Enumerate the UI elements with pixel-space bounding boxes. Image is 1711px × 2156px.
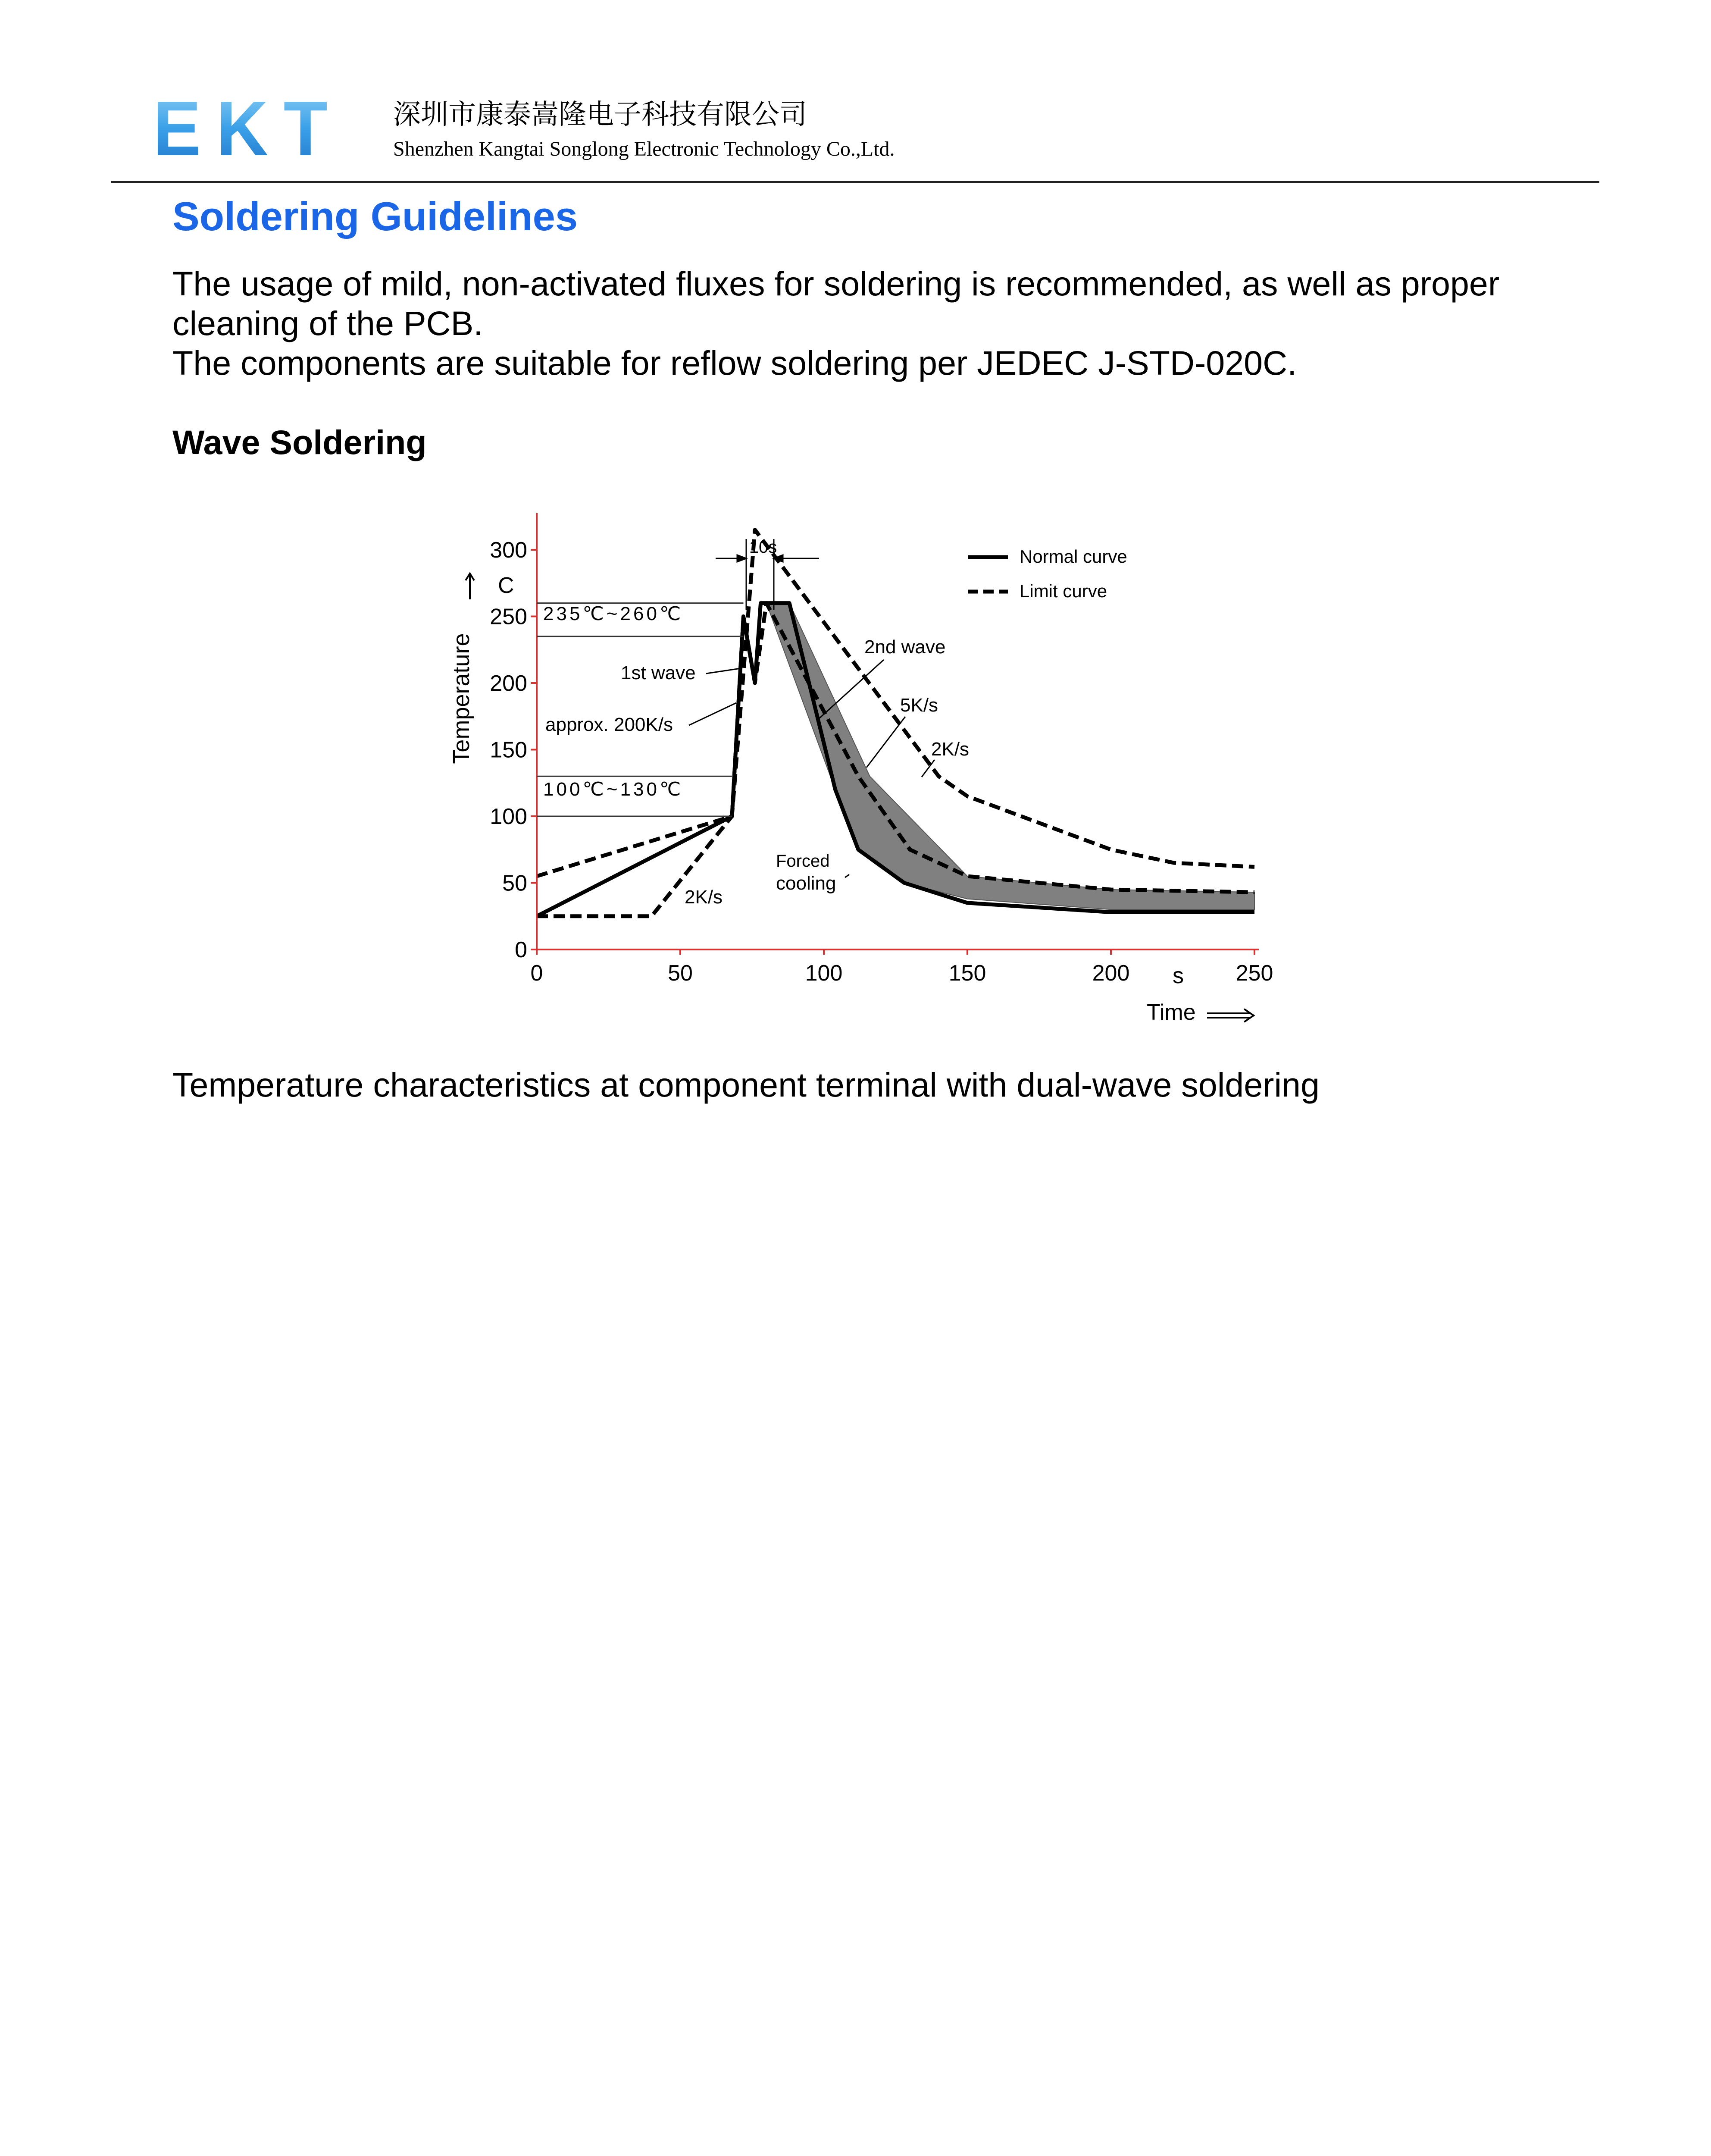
subsection-title: Wave Soldering — [172, 423, 427, 461]
company-name-cn: 深圳市康泰嵩隆电子科技有限公司 — [393, 99, 807, 131]
chart-legend — [968, 546, 1127, 601]
wave-soldering-chart — [440, 513, 1293, 1035]
company-logo — [153, 95, 349, 162]
preheat-range-label: 100℃~130℃ — [543, 779, 684, 800]
second-wave-label: 2nd wave — [864, 636, 946, 658]
logo-text: EKT — [153, 95, 343, 162]
y-tick-label: 100 — [490, 804, 527, 829]
first-wave-label: 1st wave — [621, 662, 696, 683]
cooling-label: cooling — [776, 873, 836, 894]
chart-caption: Temperature characteristics at component terminal with dual-wave soldering — [172, 1065, 1320, 1104]
cooling-band — [766, 603, 1254, 910]
rate-5ks-label: 5K/s — [900, 695, 938, 716]
company-name-en: Shenzhen Kangtai Songlong Electronic Technology Co.,Ltd. — [393, 138, 895, 160]
heating-rate-label: approx. 200K/s — [545, 714, 673, 735]
x-axis-unit: s — [1173, 963, 1184, 988]
header-divider — [111, 181, 1599, 183]
x-tick-label: 150 — [948, 961, 986, 986]
y-tick-label: 300 — [490, 538, 527, 563]
paragraph-flux: The usage of mild, non-activated fluxes for soldering is recommended, as well as proper cleaning of the PCB. — [172, 264, 1500, 342]
peak-duration-label: 10s — [749, 538, 777, 557]
y-axis-arrow — [466, 573, 474, 599]
paragraph-jedec: The components are suitable for reflow soldering per JEDEC J-STD-020C. — [172, 344, 1297, 382]
x-axis-arrow — [1207, 1009, 1254, 1022]
y-tick-label: 250 — [490, 604, 527, 630]
rate-2ks-top-label: 2K/s — [931, 739, 970, 760]
y-axis-title: Temperature — [448, 633, 474, 764]
x-tick-label: 100 — [805, 961, 843, 986]
legend-limit-label: Limit curve — [1020, 581, 1107, 601]
x-tick-label: 250 — [1236, 961, 1273, 986]
y-tick-label: 0 — [515, 937, 527, 962]
peak-range-label: 235℃~260℃ — [543, 603, 684, 624]
x-axis-title: Time — [1147, 1000, 1196, 1025]
y-tick-label: 50 — [502, 871, 527, 896]
forced-label: Forced — [776, 852, 830, 871]
x-tick-label: 200 — [1092, 961, 1130, 986]
y-axis-unit: C — [498, 573, 514, 598]
section-title: Soldering Guidelines — [172, 194, 578, 239]
rate-2ks-bottom-label: 2K/s — [685, 887, 723, 908]
legend-normal-label: Normal curve — [1020, 546, 1127, 567]
y-tick-label: 150 — [490, 737, 527, 763]
x-tick-label: 50 — [668, 961, 693, 986]
y-tick-label: 200 — [490, 671, 527, 696]
x-tick-label: 0 — [530, 961, 543, 986]
